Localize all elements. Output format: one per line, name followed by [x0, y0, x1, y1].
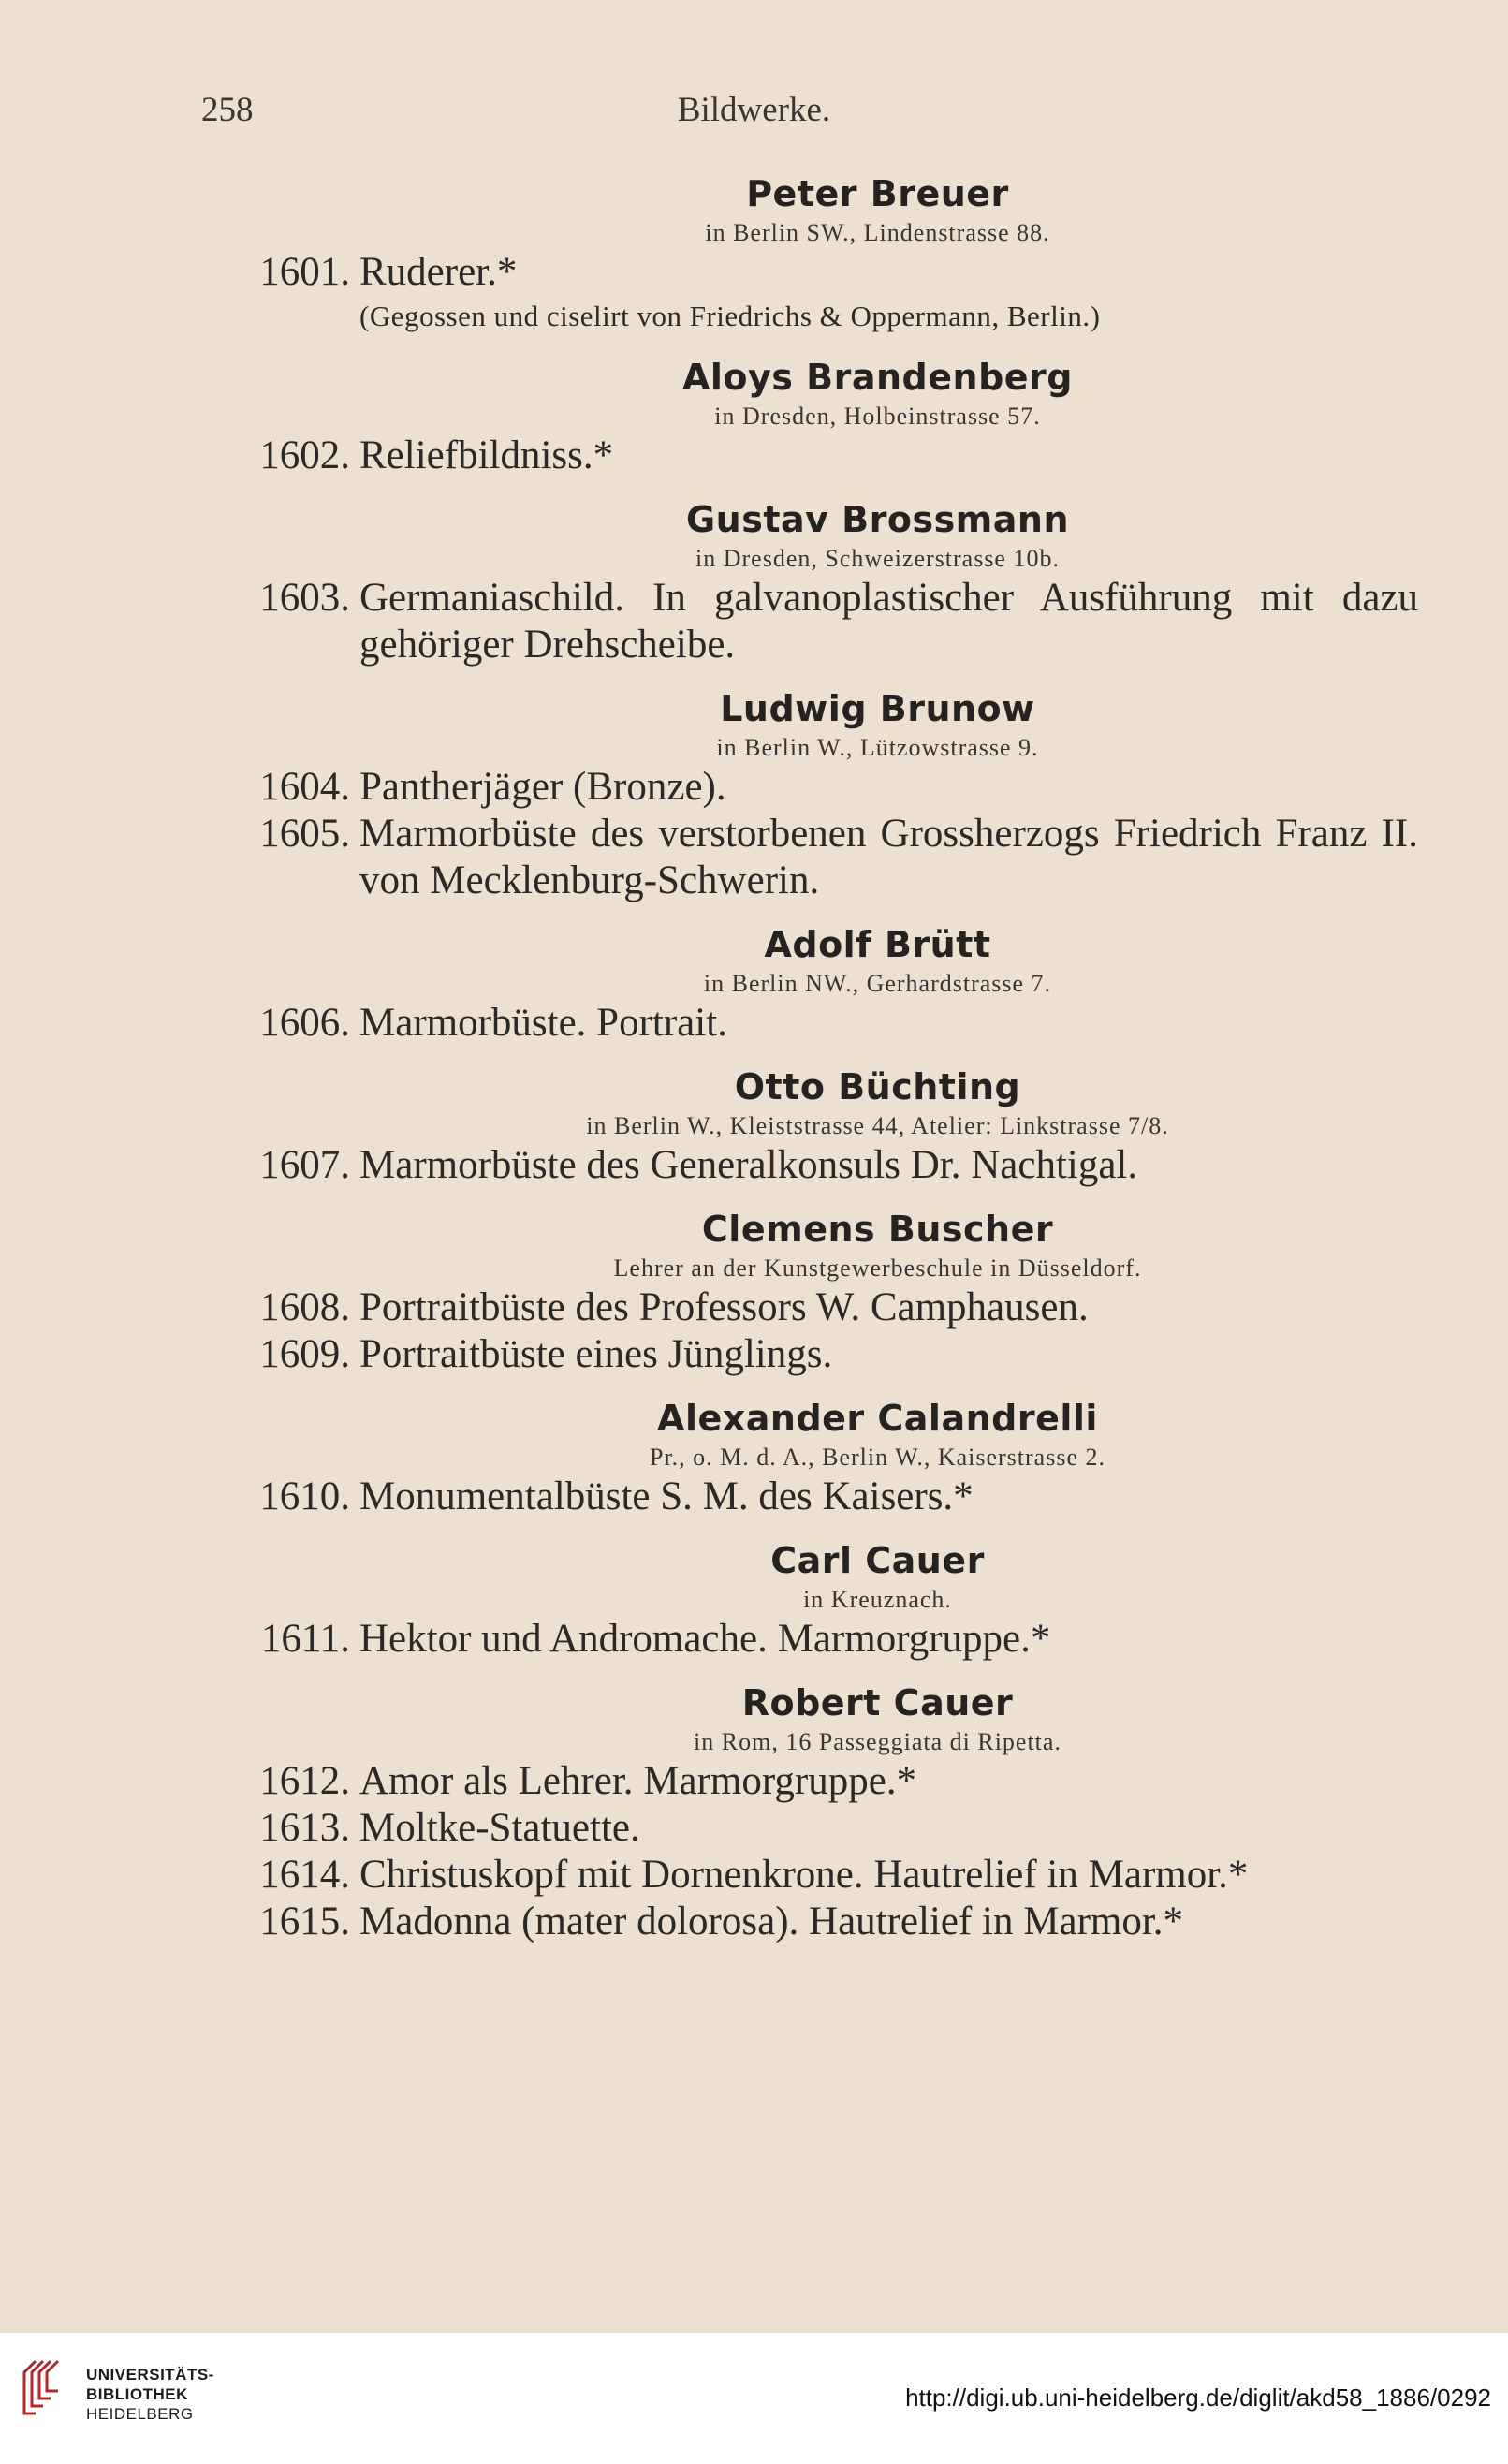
- entry-number: 1604.: [259, 765, 350, 809]
- catalog-body: [225, 170, 1418, 1945]
- entry-number: 1603.: [259, 576, 350, 620]
- entry-title: Portraitbüste des Professors W. Camphausen.: [359, 1285, 1089, 1329]
- entry-title: Portraitbüste eines Jünglings.: [359, 1332, 833, 1376]
- artist-heading: [337, 921, 1418, 1000]
- artist-heading: [337, 1537, 1418, 1616]
- catalog-entry: [225, 575, 1418, 668]
- library-logo-icon: [19, 2355, 66, 2419]
- artist-address: in Berlin NW., Gerhardstrasse 7.: [703, 970, 1052, 997]
- catalog-entry: [225, 1331, 1418, 1378]
- artist-address: Lehrer an der Kunstgewerbeschule in Düsseldorf.: [613, 1254, 1142, 1282]
- artist-address: in Berlin W., Kleiststrasse 44, Atelier: Linkstrasse 7/8.: [586, 1112, 1169, 1139]
- entry-number: 1612.: [259, 1759, 350, 1803]
- entry-title: Reliefbildniss.*: [359, 433, 614, 477]
- catalog-entry: [225, 1616, 1418, 1663]
- artist-heading: [337, 496, 1418, 575]
- library-logo: [19, 2344, 215, 2447]
- entry-number: 1608.: [259, 1285, 350, 1329]
- catalog-entry: [225, 764, 1418, 811]
- running-title: Bildwerke.: [677, 91, 831, 129]
- entry-number: 1615.: [259, 1899, 350, 1943]
- running-header: [201, 90, 1307, 146]
- artist-name: Aloys Brandenberg: [682, 357, 1073, 398]
- artist-name: Ludwig Brunow: [720, 688, 1035, 729]
- catalog-entry: [225, 1758, 1418, 1805]
- library-name: UNIVERSITÄTS- BIBLIOTHEK HEIDELBERG: [86, 2366, 214, 2423]
- artist-heading: [337, 685, 1418, 764]
- entry-number: 1606.: [259, 1001, 350, 1045]
- source-url-link[interactable]: http://digi.ub.uni-heidelberg.de/diglit/akd58_1886/0292: [905, 2383, 1491, 2412]
- entry-title: Marmorbüste. Portrait.: [359, 1001, 727, 1045]
- entry-number: 1610.: [259, 1474, 350, 1518]
- entry-number: 1611.: [260, 1617, 350, 1661]
- entry-note: (Gegossen und ciselirt von Friedrichs & Oppermann, Berlin.): [359, 300, 1101, 332]
- entry-title: Madonna (mater dolorosa). Hautrelief in Marmor.*: [359, 1899, 1184, 1943]
- entry-title: Marmorbüste des Generalkonsuls Dr. Nachtigal.: [359, 1143, 1138, 1187]
- entry-title: Ruderer.*: [359, 250, 518, 294]
- artist-heading: [337, 1395, 1418, 1474]
- catalog-entry: [225, 1284, 1418, 1331]
- catalog-entry: [225, 433, 1418, 479]
- artist-address: in Kreuznach.: [803, 1586, 952, 1613]
- entry-title: Monumentalbüste S. M. des Kaisers.*: [359, 1474, 974, 1518]
- artist-heading: [337, 170, 1418, 249]
- artist-heading: [337, 1206, 1418, 1284]
- artist-address: in Dresden, Holbeinstrasse 57.: [714, 403, 1041, 430]
- catalog-entry: [225, 1805, 1418, 1852]
- entry-title: Germaniaschild. In galvanoplastischer Ausführung mit dazu gehöriger Drehscheibe.: [359, 576, 1418, 667]
- catalog-entry: [225, 1142, 1418, 1189]
- page-number: 258: [201, 91, 254, 129]
- catalog-entry: [225, 811, 1418, 904]
- artist-address: in Dresden, Schweizerstrasse 10b.: [695, 545, 1060, 572]
- catalog-entry: [225, 1474, 1418, 1520]
- entry-title: Amor als Lehrer. Marmorgruppe.*: [359, 1759, 917, 1803]
- artist-name: Gustav Brossmann: [685, 499, 1070, 540]
- artist-heading: [337, 354, 1418, 433]
- artist-address: in Rom, 16 Passeggiata di Ripetta.: [694, 1728, 1061, 1755]
- entry-title: Hektor und Andromache. Marmorgruppe.*: [359, 1617, 1051, 1661]
- artist-name: Peter Breuer: [746, 173, 1009, 214]
- catalog-entry: [225, 249, 1418, 337]
- catalog-entry: [225, 1000, 1418, 1047]
- artist-name: Carl Cauer: [770, 1540, 985, 1581]
- artist-address: in Berlin SW., Lindenstrasse 88.: [705, 219, 1050, 246]
- artist-name: Alexander Calandrelli: [657, 1398, 1098, 1439]
- catalog-entry: [225, 1852, 1418, 1899]
- artist-name: Clemens Buscher: [701, 1209, 1054, 1250]
- entry-number: 1613.: [259, 1806, 350, 1850]
- artist-address: Pr., o. M. d. A., Berlin W., Kaiserstrasse 2.: [650, 1444, 1105, 1471]
- entry-title: Marmorbüste des verstorbenen Grossherzogs Friedrich Franz II. von Mecklenburg-Schwerin.: [359, 812, 1418, 902]
- artist-name: Robert Cauer: [741, 1682, 1014, 1723]
- artist-address: in Berlin W., Lützowstrasse 9.: [716, 734, 1039, 761]
- artist-heading: [337, 1063, 1418, 1142]
- entry-number: 1614.: [259, 1853, 350, 1897]
- entry-number: 1605.: [259, 812, 350, 856]
- entry-title: Christuskopf mit Dornenkrone. Hautrelief in Marmor.*: [359, 1853, 1249, 1897]
- artist-heading: [337, 1679, 1418, 1758]
- artist-name: Otto Büchting: [734, 1066, 1021, 1107]
- entry-number: 1602.: [259, 433, 350, 477]
- entry-number: 1601.: [259, 250, 350, 294]
- artist-name: Adolf Brütt: [764, 924, 991, 965]
- entry-number: 1609.: [259, 1332, 350, 1376]
- entry-number: 1607.: [259, 1143, 350, 1187]
- entry-title: Pantherjäger (Bronze).: [359, 765, 726, 809]
- catalog-entry: [225, 1899, 1418, 1945]
- entry-title: Moltke-Statuette.: [359, 1806, 640, 1850]
